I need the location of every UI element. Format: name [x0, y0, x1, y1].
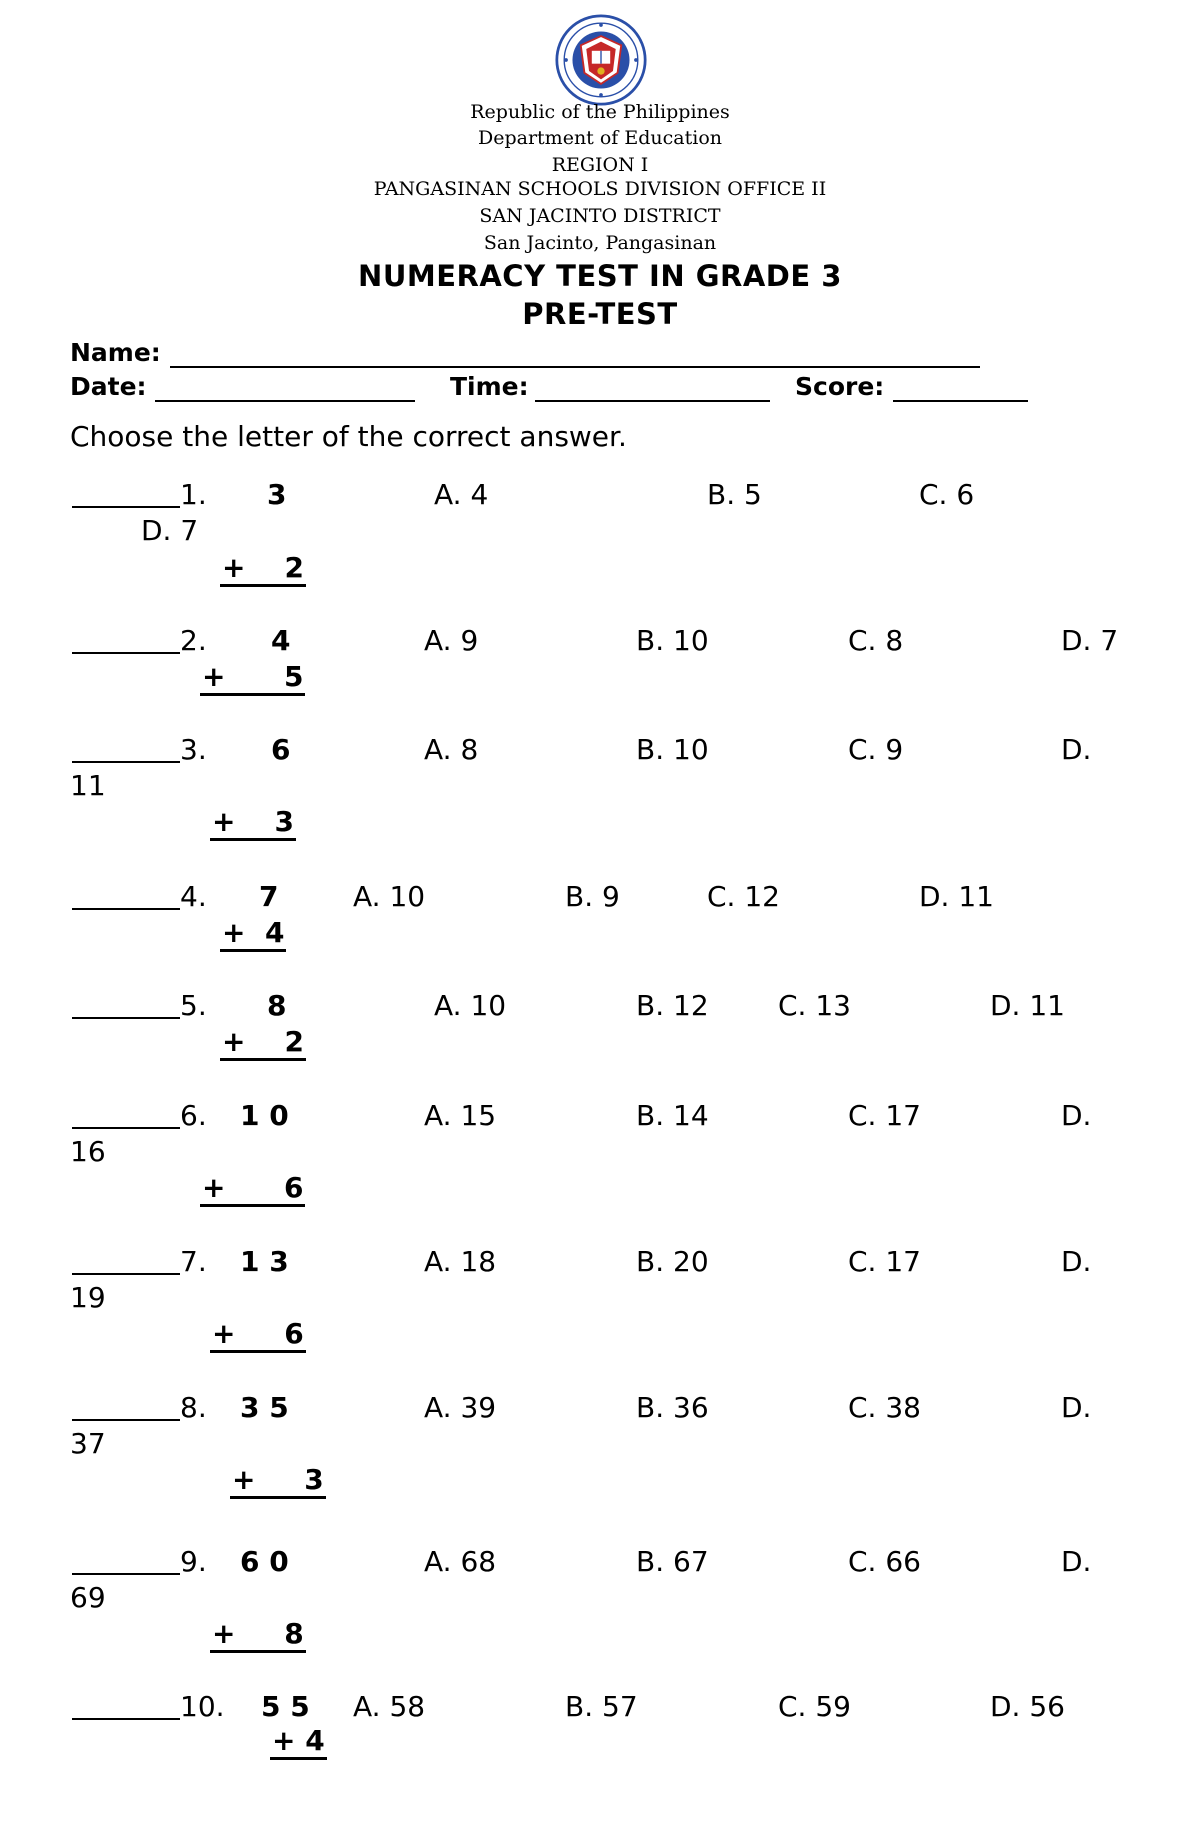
choice-d-value: 11 — [70, 769, 106, 802]
choice-a[interactable]: A. 10 — [434, 989, 507, 1022]
choice-d-label[interactable]: D. — [1061, 1545, 1092, 1578]
header-location: San Jacinto, Pangasinan — [483, 232, 717, 254]
choice-b[interactable]: B. 9 — [565, 880, 620, 913]
item-addend: + 2 — [220, 1026, 306, 1061]
choice-b[interactable]: B. 57 — [565, 1690, 638, 1723]
instruction-text: Choose the letter of the correct answer. — [70, 420, 627, 453]
item-addend: + 4 — [220, 917, 286, 952]
choice-b[interactable]: B. 14 — [636, 1099, 709, 1132]
header-republic: Republic of the Philippines — [470, 101, 730, 123]
time-field[interactable] — [535, 400, 770, 402]
answer-blank[interactable] — [72, 908, 180, 910]
item-top-number: 5 5 — [261, 1690, 310, 1723]
choice-b[interactable]: B. 36 — [636, 1391, 709, 1424]
item-addend: + 6 — [200, 1172, 305, 1207]
choice-b[interactable]: B. 67 — [636, 1545, 709, 1578]
choice-c[interactable]: C. 17 — [848, 1099, 921, 1132]
item-number: 9. — [180, 1545, 207, 1578]
item-addend: + 3 — [230, 1464, 326, 1499]
choice-c[interactable]: C. 9 — [848, 733, 904, 766]
question-item — [0, 733, 1200, 873]
choice-b[interactable]: B. 5 — [707, 478, 762, 511]
item-top-number: 4 — [271, 624, 291, 657]
question-item — [0, 1690, 1200, 1830]
item-number: 6. — [180, 1099, 207, 1132]
choice-d-value: 16 — [70, 1135, 106, 1168]
choice-d[interactable]: D. 7 — [1061, 624, 1119, 657]
choice-c[interactable]: C. 6 — [919, 478, 975, 511]
item-top-number: 7 — [259, 880, 279, 913]
header-region: REGION I — [551, 154, 649, 176]
choice-c[interactable]: C. 66 — [848, 1545, 921, 1578]
header-department: Department of Education — [478, 127, 722, 149]
choice-b[interactable]: B. 12 — [636, 989, 709, 1022]
item-top-number: 3 — [267, 478, 287, 511]
choice-a[interactable]: A. 18 — [424, 1245, 497, 1278]
question-item — [0, 478, 1200, 618]
choice-a[interactable]: A. 10 — [353, 880, 426, 913]
question-item — [0, 1099, 1200, 1239]
choice-a[interactable]: A. 9 — [424, 624, 479, 657]
item-number: 5. — [180, 989, 207, 1022]
question-item — [0, 1545, 1200, 1685]
item-number: 3. — [180, 733, 207, 766]
choice-d-value: 37 — [70, 1427, 106, 1460]
choice-d[interactable]: D. 11 — [919, 880, 994, 913]
score-field[interactable] — [893, 400, 1028, 402]
choice-d[interactable]: D. 56 — [990, 1690, 1065, 1723]
answer-blank[interactable] — [72, 1419, 180, 1421]
item-number: 7. — [180, 1245, 207, 1278]
item-addend: + 3 — [210, 806, 296, 841]
question-item — [0, 1245, 1200, 1385]
header-district: SAN JACINTO DISTRICT — [479, 205, 721, 227]
date-field[interactable] — [155, 400, 415, 402]
item-number: 2. — [180, 624, 207, 657]
answer-blank[interactable] — [72, 1127, 180, 1129]
name-field[interactable] — [170, 366, 980, 368]
score-label: Score: — [795, 372, 885, 401]
choice-a[interactable]: A. 58 — [353, 1690, 426, 1723]
choice-b[interactable]: B. 10 — [636, 733, 709, 766]
choice-d-value: 19 — [70, 1281, 106, 1314]
choice-a[interactable]: A. 68 — [424, 1545, 497, 1578]
choice-a[interactable]: A. 4 — [434, 478, 489, 511]
test-title: NUMERACY TEST IN GRADE 3 — [358, 259, 842, 293]
choice-c[interactable]: C. 8 — [848, 624, 904, 657]
item-number: 10. — [180, 1690, 225, 1723]
item-addend: + 2 — [220, 552, 306, 587]
item-top-number: 1 3 — [240, 1245, 289, 1278]
item-addend: + 5 — [200, 661, 305, 696]
choice-c[interactable]: C. 12 — [707, 880, 780, 913]
choice-b[interactable]: B. 20 — [636, 1245, 709, 1278]
choice-d[interactable]: D. 11 — [990, 989, 1065, 1022]
answer-blank[interactable] — [72, 1718, 180, 1720]
item-addend: + 4 — [270, 1725, 327, 1760]
test-subtitle: PRE-TEST — [522, 297, 678, 331]
answer-blank[interactable] — [72, 1017, 180, 1019]
answer-blank[interactable] — [72, 761, 180, 763]
question-item — [0, 1391, 1200, 1531]
item-addend: + 8 — [210, 1618, 306, 1653]
choice-c[interactable]: C. 17 — [848, 1245, 921, 1278]
item-addend: + 6 — [210, 1318, 306, 1353]
item-number: 8. — [180, 1391, 207, 1424]
choice-d-value: 69 — [70, 1581, 106, 1614]
choice-d[interactable]: D. 7 — [141, 514, 199, 547]
choice-d-label[interactable]: D. — [1061, 1099, 1092, 1132]
choice-b[interactable]: B. 10 — [636, 624, 709, 657]
choice-c[interactable]: C. 38 — [848, 1391, 921, 1424]
choice-d-label[interactable]: D. — [1061, 1391, 1092, 1424]
choice-a[interactable]: A. 39 — [424, 1391, 497, 1424]
choice-c[interactable]: C. 59 — [778, 1690, 851, 1723]
date-label: Date: — [70, 372, 147, 401]
deped-seal-icon — [555, 14, 647, 106]
item-top-number: 6 — [271, 733, 291, 766]
item-top-number: 1 0 — [240, 1099, 289, 1132]
choice-c[interactable]: C. 13 — [778, 989, 851, 1022]
choice-a[interactable]: A. 8 — [424, 733, 479, 766]
answer-blank[interactable] — [72, 652, 180, 654]
answer-blank[interactable] — [72, 506, 180, 508]
item-top-number: 6 0 — [240, 1545, 289, 1578]
header-division: PANGASINAN SCHOOLS DIVISION OFFICE II — [373, 178, 827, 200]
item-number: 4. — [180, 880, 207, 913]
name-label: Name: — [70, 338, 161, 367]
time-label: Time: — [450, 372, 529, 401]
answer-blank[interactable] — [72, 1573, 180, 1575]
choice-a[interactable]: A. 15 — [424, 1099, 497, 1132]
choice-d-label[interactable]: D. — [1061, 1245, 1092, 1278]
answer-blank[interactable] — [72, 1273, 180, 1275]
item-number: 1. — [180, 478, 207, 511]
item-top-number: 8 — [267, 989, 287, 1022]
item-top-number: 3 5 — [240, 1391, 289, 1424]
choice-d-label[interactable]: D. — [1061, 733, 1092, 766]
